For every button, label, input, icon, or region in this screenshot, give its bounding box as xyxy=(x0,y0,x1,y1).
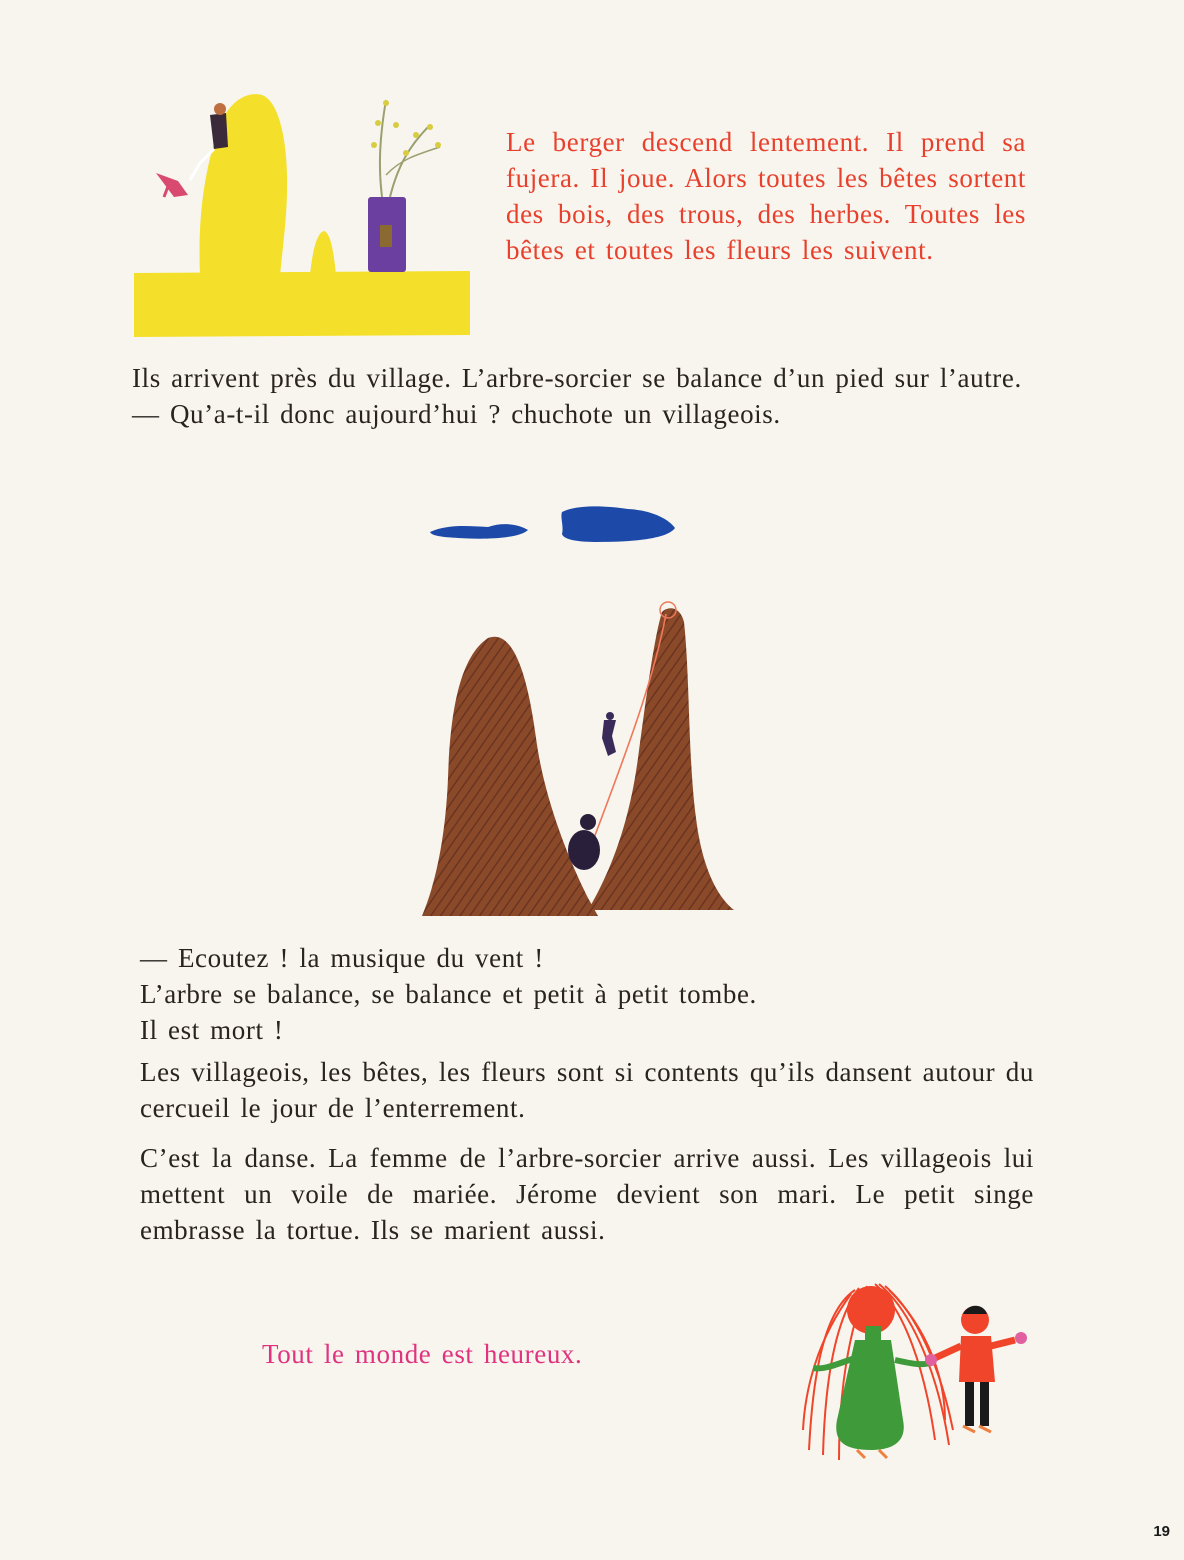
wind-paragraph xyxy=(140,940,1020,1048)
wind-paragraph-line-2: L’arbre se balance, se balance et petit à petit tombe. xyxy=(140,979,757,1009)
village-paragraph-line-1: Ils arrivent près du village. L’arbre-sorcier se balance d’un pied sur l’autre. xyxy=(132,363,1022,393)
page-number: 19 xyxy=(1153,1523,1170,1540)
wind-paragraph-line-1: — Ecoutez ! la musique du vent ! xyxy=(140,943,544,973)
village-paragraph xyxy=(132,360,1032,432)
wedding-paragraph: C’est la danse. La femme de l’arbre-sorcier arrive aussi. Les villageois lui mettent un voile de mariée. Jérome devient son mari. Le petit singe embrasse la tortue. Ils se marient aussi. xyxy=(140,1143,1034,1245)
yellow-mountain-illustration xyxy=(130,85,475,340)
bride-and-groom-illustration xyxy=(795,1270,1040,1470)
brown-peaks-illustration xyxy=(418,598,738,920)
intro-paragraph: Le berger descend lentement. Il prend sa fujera. Il joue. Alors toutes les bêtes sortent des bois, des trous, des herbes. Toutes les bêtes et toutes les fleurs les suivent. xyxy=(506,127,1026,265)
village-paragraph-line-2: — Qu’a-t-il donc aujourd’hui ? chuchote un villageois. xyxy=(132,399,781,429)
blue-clouds-illustration xyxy=(428,500,678,550)
wind-paragraph-line-3: Il est mort ! xyxy=(140,1015,284,1045)
closing-line: Tout le monde est heureux. xyxy=(262,1339,583,1369)
dance-paragraph: Les villageois, les bêtes, les fleurs sont si contents qu’ils dansent autour du cercueil le jour de l’enterrement. xyxy=(140,1057,1034,1123)
